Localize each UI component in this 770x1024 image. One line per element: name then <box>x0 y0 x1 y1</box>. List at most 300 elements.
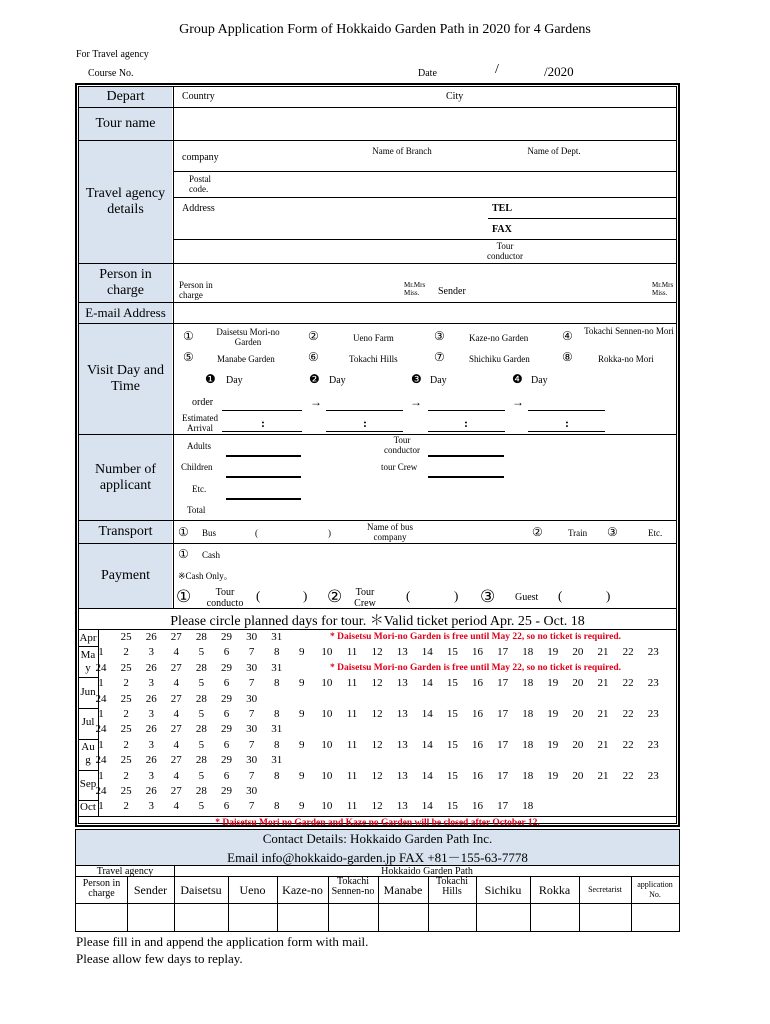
calendar-day[interactable]: 25 <box>120 631 132 643</box>
calendar-day[interactable]: 2 <box>123 677 129 690</box>
tour-crew-input[interactable] <box>428 476 504 478</box>
calendar-day[interactable]: 17 <box>497 708 509 720</box>
garden-6-name: Tokachi Hills <box>349 354 398 364</box>
adults-input[interactable] <box>226 455 301 457</box>
calendar-day[interactable]: 1 <box>98 646 104 659</box>
calendar-day[interactable]: 1 <box>98 769 104 782</box>
office-col-header: Rokka <box>538 883 571 897</box>
office-col-line <box>127 876 128 931</box>
calendar-day[interactable]: 22 <box>622 677 634 690</box>
order-arrow-2: → <box>410 395 422 409</box>
bus-paren-close: ) <box>328 528 331 538</box>
calendar-day[interactable]: 15 <box>446 677 458 690</box>
payment-paren-3-open: ( <box>558 588 563 603</box>
row-line <box>78 263 677 264</box>
calendar-day[interactable]: 15 <box>446 708 458 720</box>
calendar-day[interactable]: 22 <box>622 738 634 751</box>
garden-1-num: ① <box>183 329 194 343</box>
calendar-day[interactable]: 28 <box>195 785 207 797</box>
dept-label: Name of Dept. <box>527 146 581 156</box>
arrival-colon-4: : <box>565 416 569 430</box>
office-col-header: Tokachi Hills <box>435 876 469 897</box>
day-2-num: ❷ <box>309 372 320 386</box>
calendar-day[interactable]: 3 <box>148 677 154 690</box>
calendar-day[interactable]: 9 <box>299 769 305 782</box>
day-2-label: Day <box>329 375 346 386</box>
calendar-day[interactable]: 2 <box>123 738 129 751</box>
calendar-day[interactable]: 20 <box>572 738 584 751</box>
footer-line-1: Please fill in and append the application form with mail. <box>76 934 369 949</box>
calendar-day[interactable]: 10 <box>321 769 333 782</box>
calendar-day[interactable]: 31 <box>271 723 283 736</box>
children-label: Children <box>181 462 213 472</box>
calendar-month-label: Apr <box>79 631 97 644</box>
day-1-label: Day <box>226 375 243 386</box>
calendar-day[interactable]: 1 <box>98 738 104 751</box>
calendar-day[interactable]: 27 <box>170 754 182 767</box>
applicant-label: Number of applicant <box>79 435 172 520</box>
calendar-day[interactable]: 21 <box>597 646 609 659</box>
calendar-day[interactable]: 14 <box>421 646 433 659</box>
calendar-day[interactable]: 30 <box>246 692 258 705</box>
arrival-line-3[interactable] <box>428 431 505 432</box>
calendar-day[interactable]: 17 <box>497 677 509 690</box>
calendar-day[interactable]: 14 <box>421 708 433 720</box>
office-col-header: Daisetsu <box>180 883 222 897</box>
calendar-day[interactable]: 29 <box>221 785 232 797</box>
calendar-day[interactable]: 30 <box>246 754 258 767</box>
calendar-day[interactable]: 13 <box>396 677 408 690</box>
calendar-day[interactable]: 17 <box>497 738 509 751</box>
order-label: order <box>192 397 214 408</box>
calendar-day[interactable]: 5 <box>198 800 205 813</box>
calendar-day[interactable]: 9 <box>299 677 305 690</box>
calendar-day[interactable]: 12 <box>371 800 383 813</box>
calendar-day[interactable]: 28 <box>195 661 207 674</box>
calendar-day[interactable]: 20 <box>572 708 584 720</box>
calendar-day[interactable]: 12 <box>371 738 383 751</box>
form-title: Group Application Form of Hokkaido Garden Path in 2020 for 4 Gardens <box>179 22 591 37</box>
calendar-day[interactable]: 23 <box>647 708 659 720</box>
calendar-day[interactable]: 20 <box>572 677 584 690</box>
calendar-month-label: Jun <box>80 685 96 698</box>
order-arrow-1: → <box>310 395 322 409</box>
calendar-day[interactable]: 26 <box>145 785 157 797</box>
payment-option-1: ① <box>176 587 192 606</box>
person-label: Person in charge <box>79 264 172 302</box>
calendar-day[interactable]: 7 <box>248 769 255 782</box>
day-4-num: ❹ <box>512 372 523 386</box>
calendar-day[interactable]: 13 <box>396 646 408 659</box>
calendar-day[interactable]: 10 <box>321 708 333 720</box>
day-3-num: ❸ <box>411 372 422 386</box>
calendar-day[interactable]: 13 <box>396 738 408 751</box>
transport-num-2: ② <box>532 525 543 539</box>
calendar-day[interactable]: 1 <box>98 800 104 813</box>
payment-num-1: ① <box>178 547 189 561</box>
tour-name-label: Tour name <box>79 108 172 140</box>
office-col-line <box>631 876 632 931</box>
row-line <box>78 107 677 108</box>
calendar-day[interactable]: 31 <box>271 661 283 674</box>
garden-8-name: Rokka-no Mori <box>598 354 654 364</box>
calendar-day[interactable]: 26 <box>145 692 157 705</box>
course-no-label: Course No. <box>88 68 134 79</box>
calendar-day[interactable]: 22 <box>622 769 634 782</box>
calendar-day[interactable]: 19 <box>547 646 559 659</box>
calendar-day[interactable]: 31 <box>271 754 283 767</box>
postal-label: Postal code. <box>189 174 212 194</box>
calendar-day[interactable]: 7 <box>248 738 255 751</box>
order-line-3[interactable] <box>428 410 505 411</box>
calendar-day[interactable]: 13 <box>396 769 408 782</box>
calendar-day[interactable]: 18 <box>522 800 534 813</box>
calendar-day[interactable]: 29 <box>221 723 232 736</box>
office-col-header: Tokachi Sennen-no <box>331 876 375 897</box>
sender-label: Sender <box>438 286 466 297</box>
calendar-day[interactable]: 26 <box>145 631 157 643</box>
calendar-top-line <box>78 629 677 630</box>
calendar-day[interactable]: 12 <box>371 769 383 782</box>
calendar-day[interactable]: 18 <box>522 677 534 690</box>
payment-tour-crew: Tour Crew <box>354 587 376 609</box>
calendar-day[interactable]: 18 <box>522 646 534 659</box>
payment-paren-1-close: ) <box>303 588 308 603</box>
branch-label: Name of Branch <box>372 146 432 156</box>
calendar-day[interactable]: 15 <box>446 800 458 813</box>
calendar-day[interactable]: 25 <box>120 723 132 736</box>
calendar-day[interactable]: 24 <box>95 723 107 736</box>
calendar-day[interactable]: 2 <box>123 708 129 720</box>
calendar-day[interactable]: 16 <box>472 646 483 659</box>
calendar-day[interactable]: 11 <box>346 800 358 813</box>
calendar-day[interactable]: 11 <box>346 738 358 751</box>
garden-4-name: Tokachi Sennen-no Mori <box>584 326 674 336</box>
calendar-day[interactable]: 19 <box>547 738 559 751</box>
office-col-header: Sichiku <box>484 883 522 897</box>
calendar-day[interactable]: 23 <box>647 769 659 782</box>
garden-2-num: ② <box>308 329 319 343</box>
calendar-day[interactable]: 4 <box>173 677 180 690</box>
garden-6-num: ⑥ <box>308 350 319 364</box>
garden-3-num: ③ <box>434 329 445 343</box>
calendar-day[interactable]: 24 <box>95 754 107 767</box>
arrival-colon-2: : <box>363 416 367 430</box>
calendar-day[interactable]: 19 <box>547 708 559 720</box>
for-agency-label: For Travel agency <box>76 49 149 60</box>
calendar-day[interactable]: 8 <box>273 800 280 813</box>
transport-label: Transport <box>79 521 172 543</box>
calendar-day[interactable]: 23 <box>647 677 659 690</box>
calendar-day[interactable]: 17 <box>497 769 509 782</box>
calendar-day[interactable]: 3 <box>148 646 154 659</box>
row-line <box>488 218 677 219</box>
payment-paren-3-close: ) <box>606 588 611 603</box>
calendar-day[interactable]: 31 <box>271 631 283 643</box>
cash-only-note: ※Cash Only。 <box>178 571 233 581</box>
order-line-4[interactable] <box>528 410 605 411</box>
calendar-day[interactable]: 10 <box>321 800 333 813</box>
calendar-day[interactable]: 25 <box>120 754 132 767</box>
country-label: Country <box>182 91 215 102</box>
title-options-2: Mr.Mrs Miss. <box>652 281 674 297</box>
applicants-tour-conductor-label: Tour conductor <box>384 435 420 455</box>
calendar-day[interactable]: 2 <box>123 800 129 813</box>
calendar-day[interactable]: 13 <box>396 708 408 720</box>
calendar-day[interactable]: 21 <box>597 677 609 690</box>
calendar-day[interactable]: 6 <box>223 800 230 813</box>
calendar-day[interactable]: 26 <box>145 723 157 736</box>
calendar-day[interactable]: 27 <box>170 661 182 674</box>
calendar-day[interactable]: 30 <box>246 631 258 643</box>
calendar-day[interactable]: 22 <box>622 708 634 720</box>
transport-num-3: ③ <box>607 525 618 539</box>
calendar-note: * Daisetsu Mori-no Garden is free until May 22, so no ticket is required. <box>330 662 622 673</box>
calendar-day[interactable]: 5 <box>198 677 205 690</box>
city-label: City <box>446 91 464 102</box>
calendar-day[interactable]: 24 <box>95 785 107 797</box>
calendar-day[interactable]: 8 <box>273 708 280 720</box>
calendar-day[interactable]: 27 <box>170 785 182 797</box>
calendar-day[interactable]: 17 <box>497 646 509 659</box>
calendar-day[interactable]: 23 <box>647 738 659 751</box>
calendar-day[interactable]: 16 <box>472 677 483 690</box>
title-options-1: Mr.Mrs Miss. <box>404 281 426 297</box>
calendar-day[interactable]: 12 <box>371 677 383 690</box>
calendar-day[interactable]: 8 <box>273 738 280 751</box>
contact-line-1: Contact Details: Hokkaido Garden Path Inc. <box>262 831 493 846</box>
calendar-day[interactable]: 8 <box>273 677 280 690</box>
calendar-day[interactable]: 10 <box>321 738 333 751</box>
calendar-day[interactable]: 8 <box>273 646 280 659</box>
garden-7-num: ⑦ <box>434 350 445 364</box>
payment-option-3: ③ <box>480 587 496 606</box>
calendar-month-label: Sep <box>79 778 97 790</box>
calendar-day[interactable]: 9 <box>299 738 305 751</box>
email-label: E-mail Address <box>79 303 172 323</box>
date-separator: / <box>495 62 499 77</box>
calendar-day[interactable]: 3 <box>148 769 154 782</box>
calendar-day[interactable]: 16 <box>472 800 483 813</box>
calendar-day[interactable]: 12 <box>371 708 383 720</box>
etc-input[interactable] <box>226 498 301 500</box>
garden-5-name: Manabe Garden <box>217 354 275 364</box>
calendar-bottom-line <box>78 816 677 817</box>
calendar-day[interactable]: 14 <box>421 677 433 690</box>
calendar-day[interactable]: 21 <box>597 708 609 720</box>
calendar-day[interactable]: 6 <box>223 677 230 690</box>
visit-label: Visit Day and Time <box>79 324 172 434</box>
row-line <box>174 239 677 240</box>
calendar-day[interactable]: 4 <box>173 769 180 782</box>
tel-label: TEL <box>492 203 513 214</box>
office-col-header: application No. <box>637 880 673 899</box>
calendar-day[interactable]: 22 <box>622 646 634 659</box>
order-line-2[interactable] <box>326 410 403 411</box>
calendar-day[interactable]: 19 <box>547 769 559 782</box>
office-col-line <box>277 876 278 931</box>
calendar-day[interactable]: 26 <box>145 754 157 767</box>
office-col-line <box>328 876 329 931</box>
garden-3-name: Kaze-no Garden <box>469 333 529 343</box>
calendar-day[interactable]: 23 <box>647 646 659 659</box>
calendar-day[interactable]: 6 <box>223 769 230 782</box>
calendar-day[interactable]: 6 <box>223 708 230 720</box>
office-col-header: Manabe <box>383 883 423 897</box>
calendar-day[interactable]: 15 <box>446 769 458 782</box>
calendar-day[interactable]: 5 <box>198 646 205 659</box>
calendar-day[interactable]: 7 <box>248 708 255 720</box>
garden-4-num: ④ <box>562 329 573 343</box>
etc-label: Etc. <box>192 484 207 494</box>
tour-name-input[interactable] <box>176 110 674 138</box>
calendar-day[interactable]: 29 <box>221 631 232 643</box>
company-label: company <box>182 152 219 163</box>
calendar-day[interactable]: 28 <box>195 723 207 736</box>
calendar-day[interactable]: 15 <box>446 738 458 751</box>
calendar-day[interactable]: 16 <box>472 769 483 782</box>
calendar-day[interactable]: 12 <box>371 646 383 659</box>
calendar-day[interactable]: 24 <box>95 661 107 674</box>
calendar-day[interactable]: 25 <box>120 661 132 674</box>
arrival-line-2[interactable] <box>326 431 403 432</box>
office-col-header: Kaze-no <box>282 883 323 897</box>
fax-label: FAX <box>492 224 512 235</box>
calendar-day[interactable]: 26 <box>145 661 157 674</box>
calendar-day[interactable]: 3 <box>148 800 154 813</box>
calendar-day[interactable]: 6 <box>223 646 230 659</box>
calendar-day[interactable]: 8 <box>273 769 280 782</box>
row-line <box>78 543 677 544</box>
calendar-day[interactable]: 10 <box>321 677 333 690</box>
calendar-month-label: Ma y <box>80 648 96 674</box>
office-col-line <box>174 865 175 931</box>
calendar-day[interactable]: 14 <box>421 800 433 813</box>
calendar-day[interactable]: 4 <box>173 738 180 751</box>
adults-label: Adults <box>187 441 212 451</box>
calendar-day[interactable]: 19 <box>547 677 559 690</box>
calendar-day[interactable]: 27 <box>170 631 182 643</box>
calendar-day[interactable]: 11 <box>346 708 358 720</box>
calendar-day[interactable]: 27 <box>170 692 182 705</box>
calendar-day[interactable]: 18 <box>522 708 534 720</box>
calendar-day[interactable]: 27 <box>170 723 182 736</box>
calendar-day[interactable]: 11 <box>346 677 358 690</box>
day-4-label: Day <box>531 375 548 386</box>
calendar-day[interactable]: 20 <box>572 769 584 782</box>
office-travel-agency: Travel agency <box>96 866 154 877</box>
bus-company-label: Name of bus company <box>367 522 413 542</box>
calendar-day[interactable]: 11 <box>346 769 358 782</box>
order-arrow-3: → <box>512 395 524 409</box>
tour-conductor-input[interactable] <box>428 455 504 457</box>
calendar-day[interactable]: 14 <box>421 769 433 782</box>
arrival-line-4[interactable] <box>528 431 605 432</box>
calendar-day[interactable]: 2 <box>123 646 129 659</box>
calendar-day[interactable]: 7 <box>248 677 255 690</box>
calendar-day[interactable]: 1 <box>98 708 104 720</box>
arrival-line-1[interactable] <box>222 431 302 432</box>
calendar-day[interactable]: 4 <box>173 646 180 659</box>
calendar-day[interactable]: 13 <box>396 800 408 813</box>
calendar-day[interactable]: 21 <box>597 738 609 751</box>
calendar-day[interactable]: 9 <box>299 800 305 813</box>
day-3-label: Day <box>430 375 447 386</box>
transport-num-1: ① <box>178 525 189 539</box>
calendar-day[interactable]: 18 <box>522 769 534 782</box>
calendar-day[interactable]: 5 <box>198 738 205 751</box>
calendar-day[interactable]: 2 <box>123 769 129 782</box>
calendar-day[interactable]: 30 <box>246 723 258 736</box>
office-col-line <box>228 876 229 931</box>
bus-label: Bus <box>202 528 217 538</box>
calendar-day[interactable]: 17 <box>497 800 509 813</box>
calendar-day[interactable]: 9 <box>299 646 305 659</box>
calendar-day[interactable]: 5 <box>198 708 205 720</box>
calendar-day[interactable]: 6 <box>223 738 230 751</box>
calendar-month-label: Au g <box>81 741 95 767</box>
payment-option-2: ② <box>327 587 343 606</box>
office-col-line <box>378 876 379 931</box>
calendar-day[interactable]: 20 <box>572 646 584 659</box>
office-col-line <box>530 876 531 931</box>
calendar-day[interactable]: 18 <box>522 738 534 751</box>
calendar-day[interactable]: 29 <box>221 692 232 705</box>
children-input[interactable] <box>226 476 301 478</box>
calendar-day[interactable]: 4 <box>173 800 180 813</box>
calendar-day[interactable]: 10 <box>321 646 333 659</box>
calendar-day[interactable]: 28 <box>195 754 207 767</box>
calendar-day[interactable]: 25 <box>120 785 132 797</box>
calendar-day[interactable]: 16 <box>472 738 483 751</box>
travel-agency-label: Travel agency details <box>79 141 172 263</box>
row-line <box>174 197 677 198</box>
office-col-header: Sender <box>133 883 168 897</box>
calendar-day[interactable]: 15 <box>446 646 458 659</box>
garden-2-name: Ueno Farm <box>353 333 394 343</box>
calendar-day[interactable]: 7 <box>248 646 255 659</box>
calendar-day[interactable]: 29 <box>221 661 232 674</box>
calendar-day[interactable]: 30 <box>246 785 258 797</box>
calendar-day[interactable]: 16 <box>472 708 483 720</box>
calendar-day[interactable]: 9 <box>299 708 305 720</box>
calendar-day[interactable]: 28 <box>195 631 207 643</box>
calendar-day[interactable]: 3 <box>148 708 154 720</box>
order-line-1[interactable] <box>222 410 302 411</box>
calendar-day[interactable]: 28 <box>195 692 207 705</box>
date-label: Date <box>418 68 437 79</box>
calendar-day[interactable]: 3 <box>148 738 154 751</box>
office-col-header: Person in charge <box>82 878 121 899</box>
calendar-day[interactable]: 14 <box>421 738 433 751</box>
calendar-day[interactable]: 21 <box>597 769 609 782</box>
calendar-day[interactable]: 11 <box>346 646 358 659</box>
calendar-day[interactable]: 29 <box>221 754 232 767</box>
calendar-day[interactable]: 25 <box>120 692 132 705</box>
calendar-day[interactable]: 30 <box>246 661 258 674</box>
arrival-colon-1: : <box>261 416 265 430</box>
office-col-line <box>428 876 429 931</box>
garden-8-num: ⑧ <box>562 350 573 364</box>
calendar-day[interactable]: 1 <box>98 677 104 690</box>
calendar-day[interactable]: 4 <box>173 708 180 720</box>
office-col-header: Secretarist <box>588 885 622 894</box>
calendar-day[interactable]: 5 <box>198 769 205 782</box>
calendar-month-label: Oct <box>80 801 96 814</box>
calendar-day[interactable]: 24 <box>95 692 107 705</box>
cash-label: Cash <box>202 550 220 560</box>
calendar-day[interactable]: 7 <box>248 800 255 813</box>
